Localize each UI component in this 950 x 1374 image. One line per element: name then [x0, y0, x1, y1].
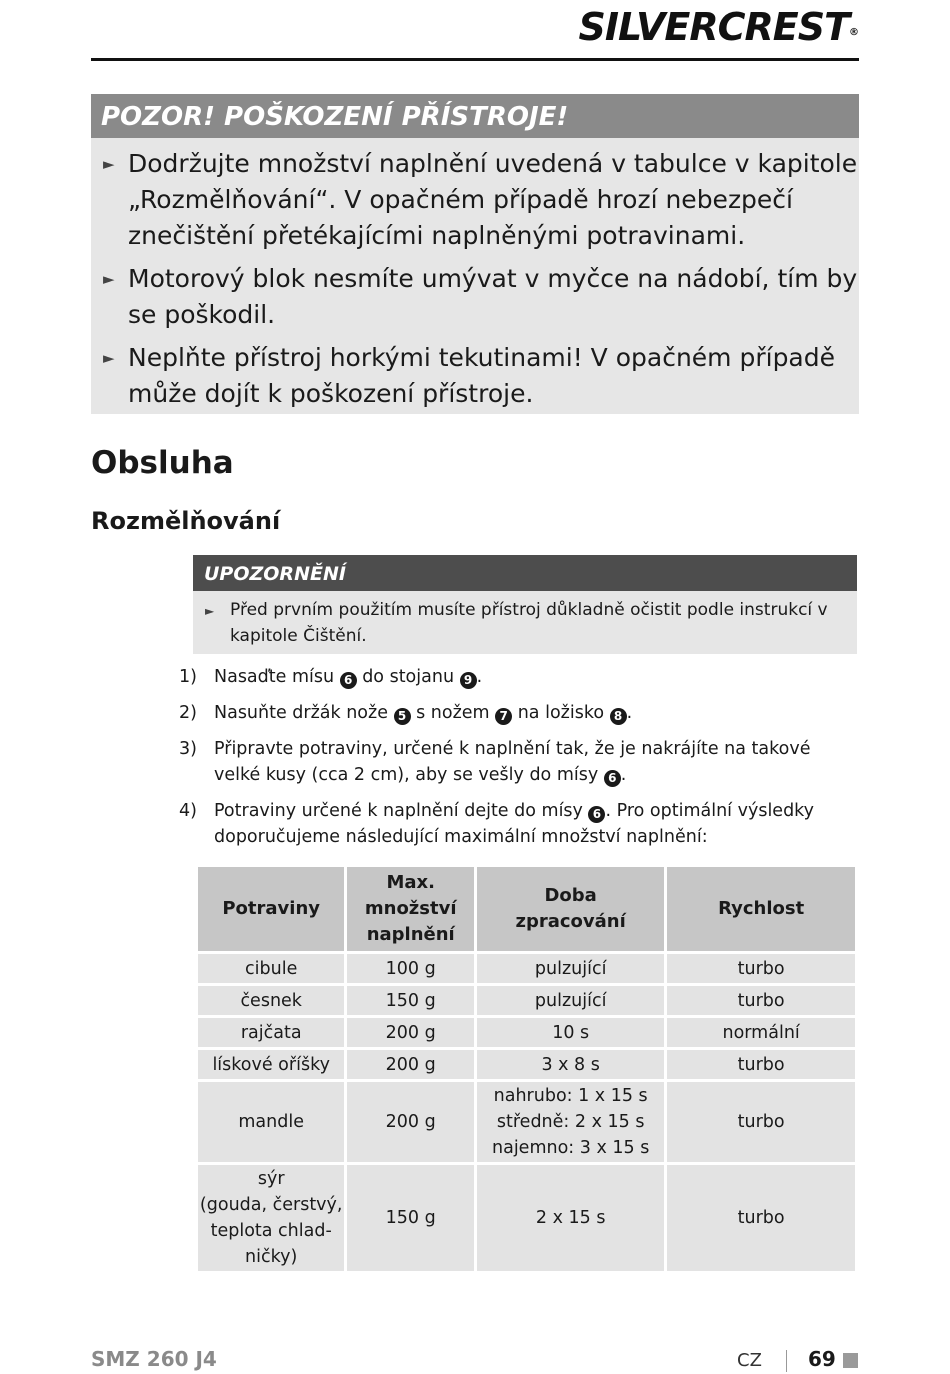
- warning-item: [91, 261, 859, 333]
- step-item: [179, 664, 859, 690]
- warning-title: POZOR! POŠKOZENÍ PŘÍSTROJE!: [91, 94, 859, 138]
- table-cell: 200 g: [346, 1081, 476, 1164]
- table-cell: pulzující: [476, 985, 666, 1017]
- note-box: [193, 555, 857, 654]
- step-item: [179, 798, 859, 850]
- table-cell: 10 s: [476, 1017, 666, 1049]
- step-item: [179, 700, 859, 726]
- column-header-text: Max. množství naplnění: [364, 872, 457, 945]
- subsection-title: Rozmělňování: [91, 507, 281, 535]
- column-header: Rychlost: [666, 866, 857, 953]
- step-text-segment: .: [620, 765, 627, 785]
- table-row: [197, 1081, 857, 1164]
- step-number: 4): [179, 801, 197, 821]
- step-item: [179, 736, 859, 788]
- column-header: [346, 866, 476, 953]
- warning-item-text: Motorový blok nesmíte umývat v myčce na nádobí, tím by se poškodil.: [128, 264, 858, 329]
- column-header-text: Doba zpracování: [515, 885, 626, 932]
- fill-quantity-table: [195, 864, 858, 1274]
- table-cell: turbo: [666, 1081, 857, 1164]
- table-cell: 200 g: [346, 1017, 476, 1049]
- registered-mark: ®: [849, 27, 858, 38]
- table-cell: turbo: [666, 1049, 857, 1081]
- arrow-bullet-icon: ►: [103, 349, 115, 367]
- step-text-segment: na ložisko: [512, 703, 610, 723]
- warning-item-text: Neplňte přístroj horkými tekutinami! V opačném případě může dojít k poškození přístroje.: [128, 343, 836, 408]
- step-text: [214, 739, 810, 785]
- table-cell: 150 g: [346, 985, 476, 1017]
- table-cell: 200 g: [346, 1049, 476, 1081]
- warning-list: [91, 138, 859, 412]
- warning-box: [91, 94, 859, 414]
- table-cell: 2 x 15 s: [476, 1164, 666, 1273]
- step-text-segment: . Pro optimální výsledky doporučujeme následující maximální množství naplnění:: [214, 801, 815, 847]
- table-cell: turbo: [666, 985, 857, 1017]
- page-number: 69: [808, 1347, 836, 1371]
- step-text: [214, 703, 632, 723]
- step-text-segment: s nožem: [410, 703, 496, 723]
- table-cell: normální: [666, 1017, 857, 1049]
- header-rule: [91, 58, 859, 61]
- table-cell: cibule: [197, 953, 346, 985]
- table-cell: nahrubo: 1 x 15 s středně: 2 x 15 s najemno: 3 x 15 s: [476, 1081, 666, 1164]
- column-header: [476, 866, 666, 953]
- step-text-segment: Potraviny určené k naplnění dejte do mísy: [214, 801, 589, 821]
- step-text: [214, 801, 814, 847]
- part-number-badge: 6: [588, 806, 605, 823]
- part-number-badge: 7: [495, 708, 512, 725]
- note-title: UPOZORNĚNÍ: [193, 555, 857, 591]
- brand-logo: [578, 4, 858, 50]
- step-text-segment: Nasuňte držák nože: [214, 703, 394, 723]
- model-number: SMZ 260 J4: [91, 1347, 217, 1371]
- note-item: [193, 591, 857, 649]
- part-number-badge: 5: [394, 708, 411, 725]
- table-cell: lískové oříšky: [197, 1049, 346, 1081]
- table-header-row: [197, 866, 857, 953]
- step-number: 2): [179, 703, 197, 723]
- brand-logo-text: SILVERCREST: [578, 5, 849, 49]
- table-row: [197, 1017, 857, 1049]
- footer-divider: [786, 1350, 787, 1372]
- table-row: [197, 1164, 857, 1273]
- column-header: Potraviny: [197, 866, 346, 953]
- table-cell: sýr (gouda, čerstvý, teplota chlad- ničky): [197, 1164, 346, 1273]
- table-cell: pulzující: [476, 953, 666, 985]
- table-cell: 3 x 8 s: [476, 1049, 666, 1081]
- part-number-badge: 6: [604, 770, 621, 787]
- warning-item: [91, 146, 859, 254]
- table-row: [197, 985, 857, 1017]
- step-number: 3): [179, 739, 197, 759]
- table-cell: turbo: [666, 1164, 857, 1273]
- table-cell: 100 g: [346, 953, 476, 985]
- language-code: CZ: [737, 1350, 762, 1371]
- part-number-badge: 9: [460, 672, 477, 689]
- table-cell: turbo: [666, 953, 857, 985]
- arrow-bullet-icon: ►: [205, 604, 215, 618]
- section-title: Obsluha: [91, 445, 234, 481]
- warning-item-text: Dodržujte množství naplnění uvedená v tabulce v kapitole „Rozmělňování“. V opačném případě hrozí nebezpečí znečištění přetékajícími naplněnými potravinami.: [128, 149, 858, 250]
- step-text: [214, 667, 482, 687]
- step-text-segment: Nasaďte mísu: [214, 667, 340, 687]
- note-text: Před prvním použitím musíte přístroj důkladně očistit podle instrukcí v kapitole Čištění.: [230, 600, 828, 646]
- warning-item: [91, 340, 859, 412]
- part-number-badge: 6: [340, 672, 357, 689]
- table-cell: mandle: [197, 1081, 346, 1164]
- steps-list: [179, 664, 859, 860]
- step-text-segment: Připravte potraviny, určené k naplnění tak, že je nakrájíte na takové velké kusy (cca 2 cm), aby se vešly do mísy: [214, 739, 811, 785]
- table-cell: česnek: [197, 985, 346, 1017]
- table-row: [197, 1049, 857, 1081]
- table-cell: 150 g: [346, 1164, 476, 1273]
- step-text-segment: .: [626, 703, 633, 723]
- table-row: [197, 953, 857, 985]
- arrow-bullet-icon: ►: [103, 155, 115, 173]
- arrow-bullet-icon: ►: [103, 270, 115, 288]
- part-number-badge: 8: [610, 708, 627, 725]
- step-number: 1): [179, 667, 197, 687]
- step-text-segment: .: [476, 667, 483, 687]
- table-cell: rajčata: [197, 1017, 346, 1049]
- page-marker-square-icon: [843, 1353, 858, 1368]
- step-text-segment: do stojanu: [356, 667, 460, 687]
